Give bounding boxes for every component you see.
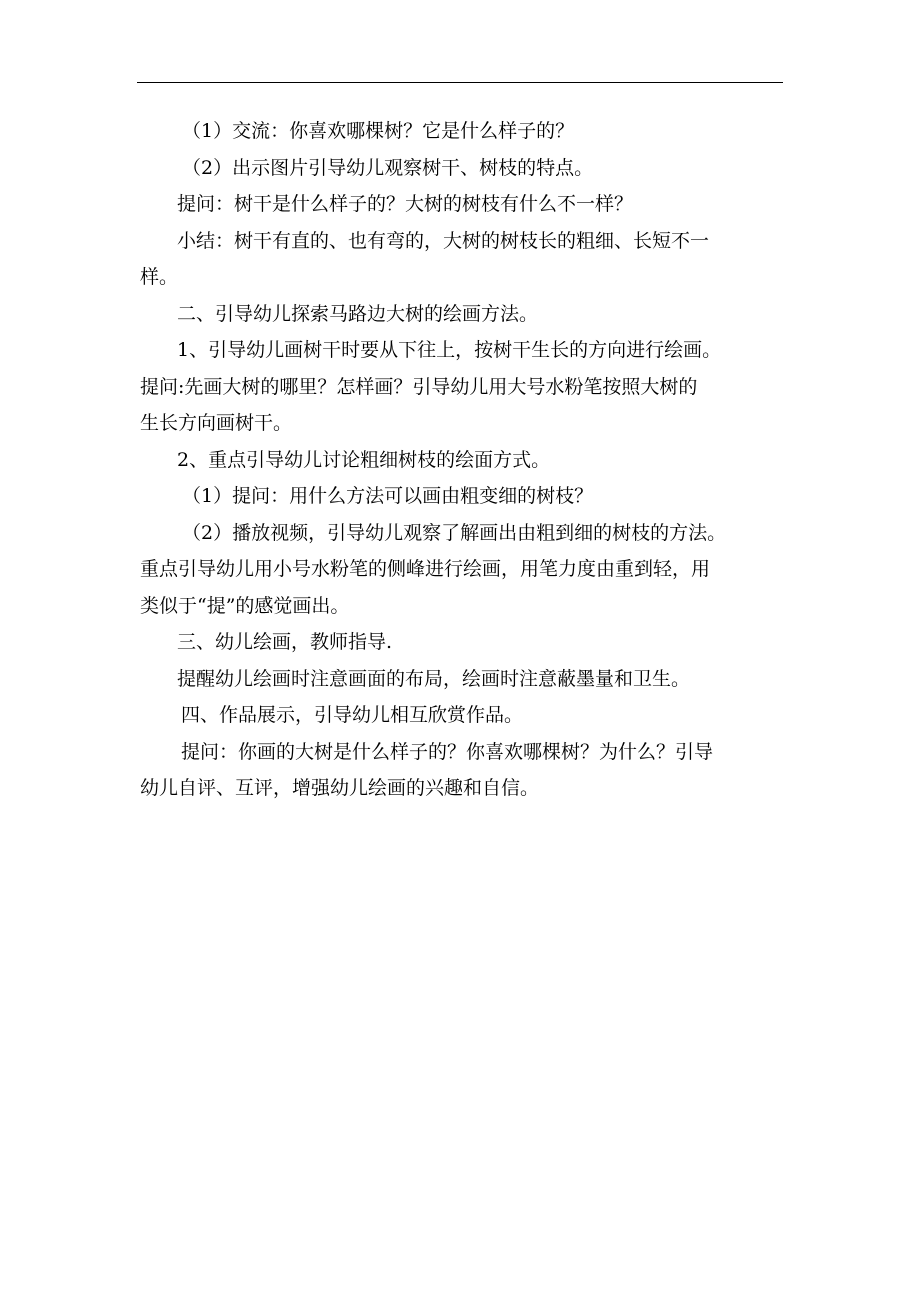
paragraph-line: （1）交流：你喜欢哪棵树？它是什么样子的？ [182,120,575,142]
paragraph-line: 提问:先画大树的哪里？怎样画？引导幼儿用大号水粉笔按照大树的 [140,375,698,398]
paragraph-line: 提醒幼儿绘画时注意画面的布局，绘画时注意蔽墨量和卫生。 [177,667,691,690]
paragraph-line: 2、重点引导幼儿讨论粗细树枝的绘面方式。 [177,448,551,471]
paragraph-line: 提问：你画的大树是什么样子的？你喜欢哪棵树？为什么？引导 [181,740,714,763]
paragraph-line: 样。 [140,266,179,288]
paragraph-line: 幼儿自评、互评，增强幼儿绘画的兴趣和自信。 [140,777,540,799]
paragraph-line: 小结：树干有直的、也有弯的，大树的树枝长的粗细、长短不一 [177,229,710,252]
section-heading: 三、幼儿绘画，教师指导. [177,631,393,653]
paragraph-line: 重点引导幼儿用小号水粉笔的侧峰进行绘画，用笔力度由重到轻，用 [140,558,711,580]
paragraph-line: （1）提问：用什么方法可以画由粗变细的树枝？ [182,485,594,507]
paragraph-line: （2）出示图片引导幼儿观察树干、树枝的特点。 [182,156,594,179]
header-rule [137,82,783,83]
paragraph-line: 类似于“提”的感觉画出。 [140,594,350,617]
paragraph-line: 1、引导幼儿画树干时要从下往上，按树干生长的方向进行绘画。 [177,339,722,361]
paragraph-line: 提问：树干是什么样子的？大树的树枝有什么不一样？ [177,193,634,215]
section-heading: 四、作品展示，引导幼儿相互欣赏作品。 [181,704,524,726]
document-body [140,113,800,807]
section-heading: 二、引导幼儿探索马路边大树的绘画方法。 [177,302,539,325]
paragraph-line: 生长方向画树干。 [140,412,293,434]
paragraph-line: （2）播放视频，引导幼儿观察了解画出由粗到细的树枝的方法。 [182,521,727,544]
